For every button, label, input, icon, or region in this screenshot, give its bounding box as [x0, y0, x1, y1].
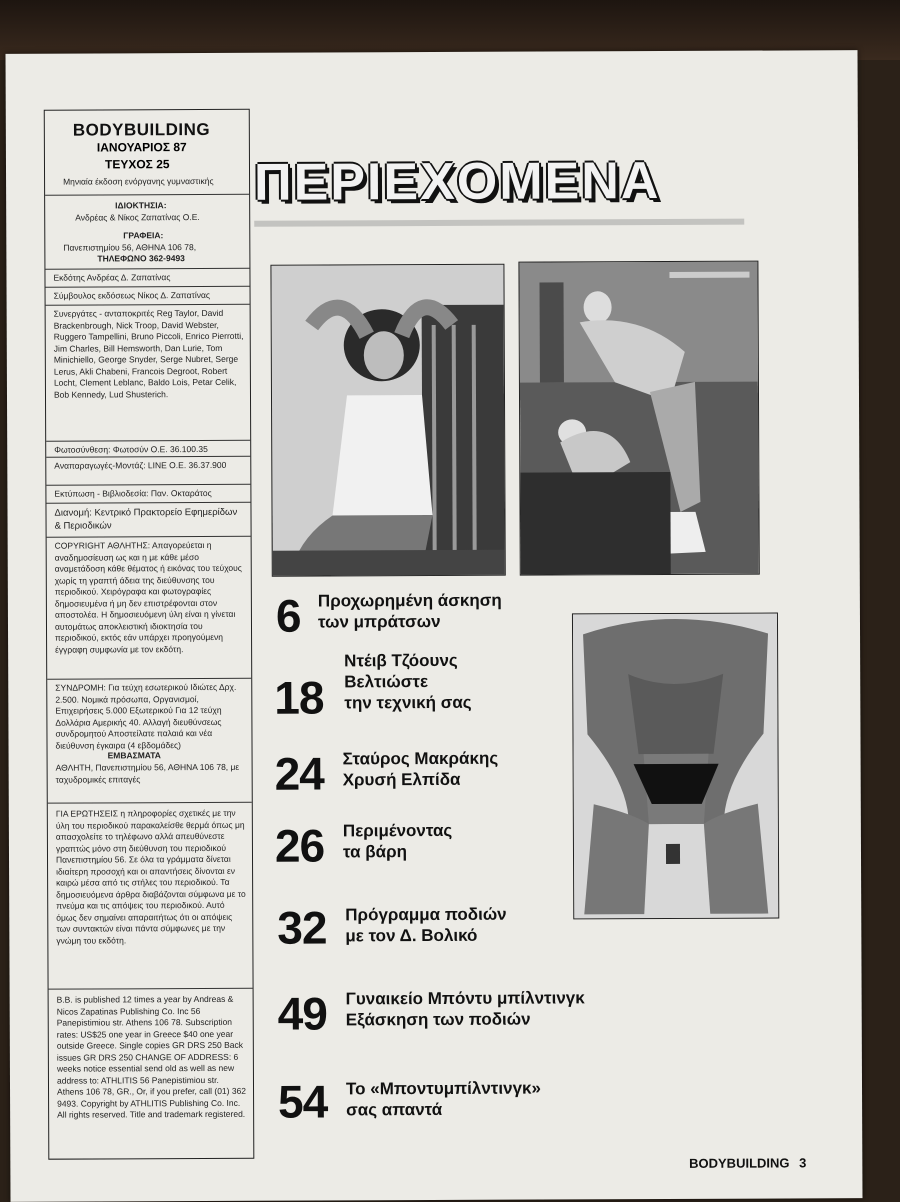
divider [47, 536, 251, 538]
page-title: ΠΕΡΙΕΧΟΜΕΝΑ [253, 152, 661, 212]
toc-title: Περιμένοντας [342, 820, 453, 841]
offices-label: ΓΡΑΦΕΙΑ: [123, 230, 164, 241]
tagline: Μηνιαία έκδοση ενόργανης γυμναστικής [63, 175, 214, 187]
phone: ΤΗΛΕΦΩΝΟ 362-9493 [97, 253, 185, 264]
photo-men-training-image [519, 262, 758, 575]
divider [46, 484, 250, 486]
divider [46, 502, 250, 504]
ownership-label: ΙΔΙΟΚΤΗΣΙΑ: [115, 200, 167, 211]
toc-title: Σταύρος Μακράκης [342, 748, 499, 769]
divider [45, 268, 249, 270]
issue-month: ΙΑΝΟΥΑΡΙΟΣ 87 [96, 140, 187, 155]
printing: Εκτύπωση - Βιβλιοδεσία: Παν. Οκταράτος [54, 487, 212, 499]
photo-men-training [518, 261, 759, 576]
contributors: Συνεργάτες - ανταποκριτές Reg Taylor, David Brackenbrough, Nick Troop, David Webster, Ruggero Tampellini, Bruno Piccoli, Enrico Pierrotti, Jim Charles, Bill Hemsworth, Dan Lurie, Tom Minichiello, George Snyder, Serge Nubret, Serge Lerus, Akli Chabeni, Francois Degroot, Robert Locht, Clement Leblanc, Baldo Lois, Petar Celik, Bob Kennedy, Lud Shusterich. [53, 307, 244, 400]
toc-title: των μπράτσων [317, 611, 441, 632]
english-notice: B.B. is published 12 times a year by Andreas & Nicos Zapatinas Publishing Co. Inc 56 Panepistimiou str. Athens 106 78. Subscription rates: US$25 one year in Greece $40 one year outside Greece. Single copies GR DRS 250 Back issues GR DRS 250 CHANGE OF ADDRESS: 6 weeks notice essential send old as well as new address to: ATHLITIS 56 Panepistimiou str. Athens 106 78, GR., Or, if you prefer, call (01) 362 9493. Copyright by ATHLITIS Publishing Co. Inc. All rights reserved. Title and trademark registered. [56, 993, 247, 1120]
divider [46, 440, 250, 442]
toc-title: την τεχνική σας [344, 692, 472, 713]
ownership: Ανδρέας & Νίκος Ζαπατίνας Ο.Ε. [75, 212, 200, 223]
offices: Πανεπιστημίου 56, ΑΘΗΝΑ 106 78, [63, 242, 197, 253]
toc-number: 6 [275, 589, 301, 642]
toc-title: Βελτιώστε [344, 672, 429, 692]
issue-number: ΤΕΥΧΟΣ 25 [104, 157, 170, 172]
photo-setting: Φωτοσύνθεση: Φωτοσύν Ο.Ε. 36.100.35 [54, 443, 208, 455]
footer-brand-name: BODYBUILDING [689, 1155, 790, 1171]
toc-title: τα βάρη [342, 842, 408, 862]
photo-bodybuilder [572, 612, 779, 919]
copyright: COPYRIGHT ΑΘΛΗΤΗΣ: Απαγορεύεται η αναδημοσίευση ως και η με κάθε μέσο αναμετάδοση κάθε θέματος ή εικόνας του τεύχους χωρίς τη γραπτή άδεια της διεύθυνσης του περιοδικού. Χειρόγραφα και φωτογραφίες δημοσιευμένα ή μη δεν επιστρέφονται στον αποστολέα. Η δημοσιευόμενη ύλη είναι η γίνεται αυτομάτως αποκλειστική ιδιοκτησία του περιοδικού, εκτός εάν υπάρχει προηγούμενη έγγραφη συμφωνία με τον εκδότη. [54, 539, 242, 655]
footer-brand [689, 1155, 806, 1171]
toc-title: Προχωρημένη άσκηση [317, 590, 502, 611]
reproduction: Αναπαραγωγές-Μοντάζ: LINE Ο.Ε. 36.37.900 [54, 459, 227, 471]
questions: ΓΙΑ ΕΡΩΤΗΣΕΙΣ η πληροφορίες σχετικές με την ύλη του περιοδικού παρακαλείσθε θερμά όπως μη απασχολείτε το τηλέφωνο αλλά απευθύνεστε γραπτώς μόνο στη διεύθυνση του περιοδικού Πανεπιστημίου 56. Σε όλα τα γράμματα δίνεται ιδιαίτερη προσοχή και οι απαντήσεις δίνονται εν καιρώ μέσα από τις στήλες του περιοδικού. Τα δημοσιευόμενα άρθρα διαβάζονται σύμφωνα με το πνεύμα και τις απόψεις του περιοδικού. Αυτό όμως δεν σημαίνει απαραιτήτως ότι οι απόψεις των συντακτών είναι πάντα σύμφωνες με την γνώμη του εκδότη. [55, 807, 246, 946]
toc-number: 54 [277, 1075, 328, 1128]
divider [45, 194, 249, 196]
publisher: Εκδότης Ανδρέας Δ. Ζαπατίνας [53, 272, 171, 283]
toc-title: Ντέιβ Τζόουνς [344, 650, 458, 671]
toc-title: Πρόγραμμα ποδιών [345, 904, 507, 925]
toc-title: Το «Μποντυμπίλντινγκ» [345, 1078, 541, 1099]
remittance-label: ΕΜΒΑΣΜΑΤΑ [107, 750, 161, 761]
title-underline [254, 219, 744, 227]
photo-bodybuilder-image [573, 614, 778, 919]
toc-number: 32 [277, 901, 327, 954]
page-number: 3 [799, 1155, 807, 1171]
toc-title: Εξάσκηση των ποδιών [345, 1009, 531, 1030]
remittance: ΑΘΛΗΤΗ, Πανεπιστημίου 56, ΑΘΗΝΑ 106 78, με ταχυδρομικές επιταγές [55, 761, 240, 785]
toc-title: με τον Δ. Βολικό [345, 925, 478, 946]
divider [46, 456, 250, 458]
photo-woman-stretching-image [271, 265, 504, 576]
toc-title: σας απαντά [346, 1099, 443, 1120]
divider [48, 802, 252, 804]
toc-title: Χρυσή Ελπίδα [342, 769, 461, 790]
subscription: ΣΥΝΔΡΟΜΗ: Για τεύχη εσωτερικού Ιδιώτες Δρχ. 2.500. Νομικά πρόσωπα, Οργανισμοί, Επιχειρήσεις 5.000 Εξωτερικού Για 12 τεύχη Δολλάρια Αμερικής 40. Αλλαγή διευθύνσεως συνδρομητού Αποστείλατε παλαιά και νέα διεύθυνση έγκαιρα (4 εβδομάδες) [55, 681, 237, 751]
photo-woman-stretching [270, 264, 505, 577]
divider [46, 286, 250, 288]
divider [46, 304, 250, 306]
divider [47, 678, 251, 680]
distribution: Διανομή: Κεντρικό Πρακτορείο Εφημερίδων & Περιοδικών [54, 506, 238, 532]
toc-number: 26 [274, 819, 325, 872]
masthead-box [44, 109, 255, 1160]
divider [49, 988, 253, 990]
toc-title: Γυναικείο Μπόντυ μπίλντινγκ [345, 988, 585, 1009]
toc-number: 18 [274, 671, 324, 724]
toc-number: 49 [277, 987, 327, 1040]
advisor: Σύμβουλος εκδόσεως Νίκος Δ. Ζαπατίνας [53, 289, 211, 301]
masthead-brand: BODYBUILDING [72, 119, 211, 140]
magazine-page [5, 50, 862, 1202]
toc-number: 24 [274, 747, 324, 800]
